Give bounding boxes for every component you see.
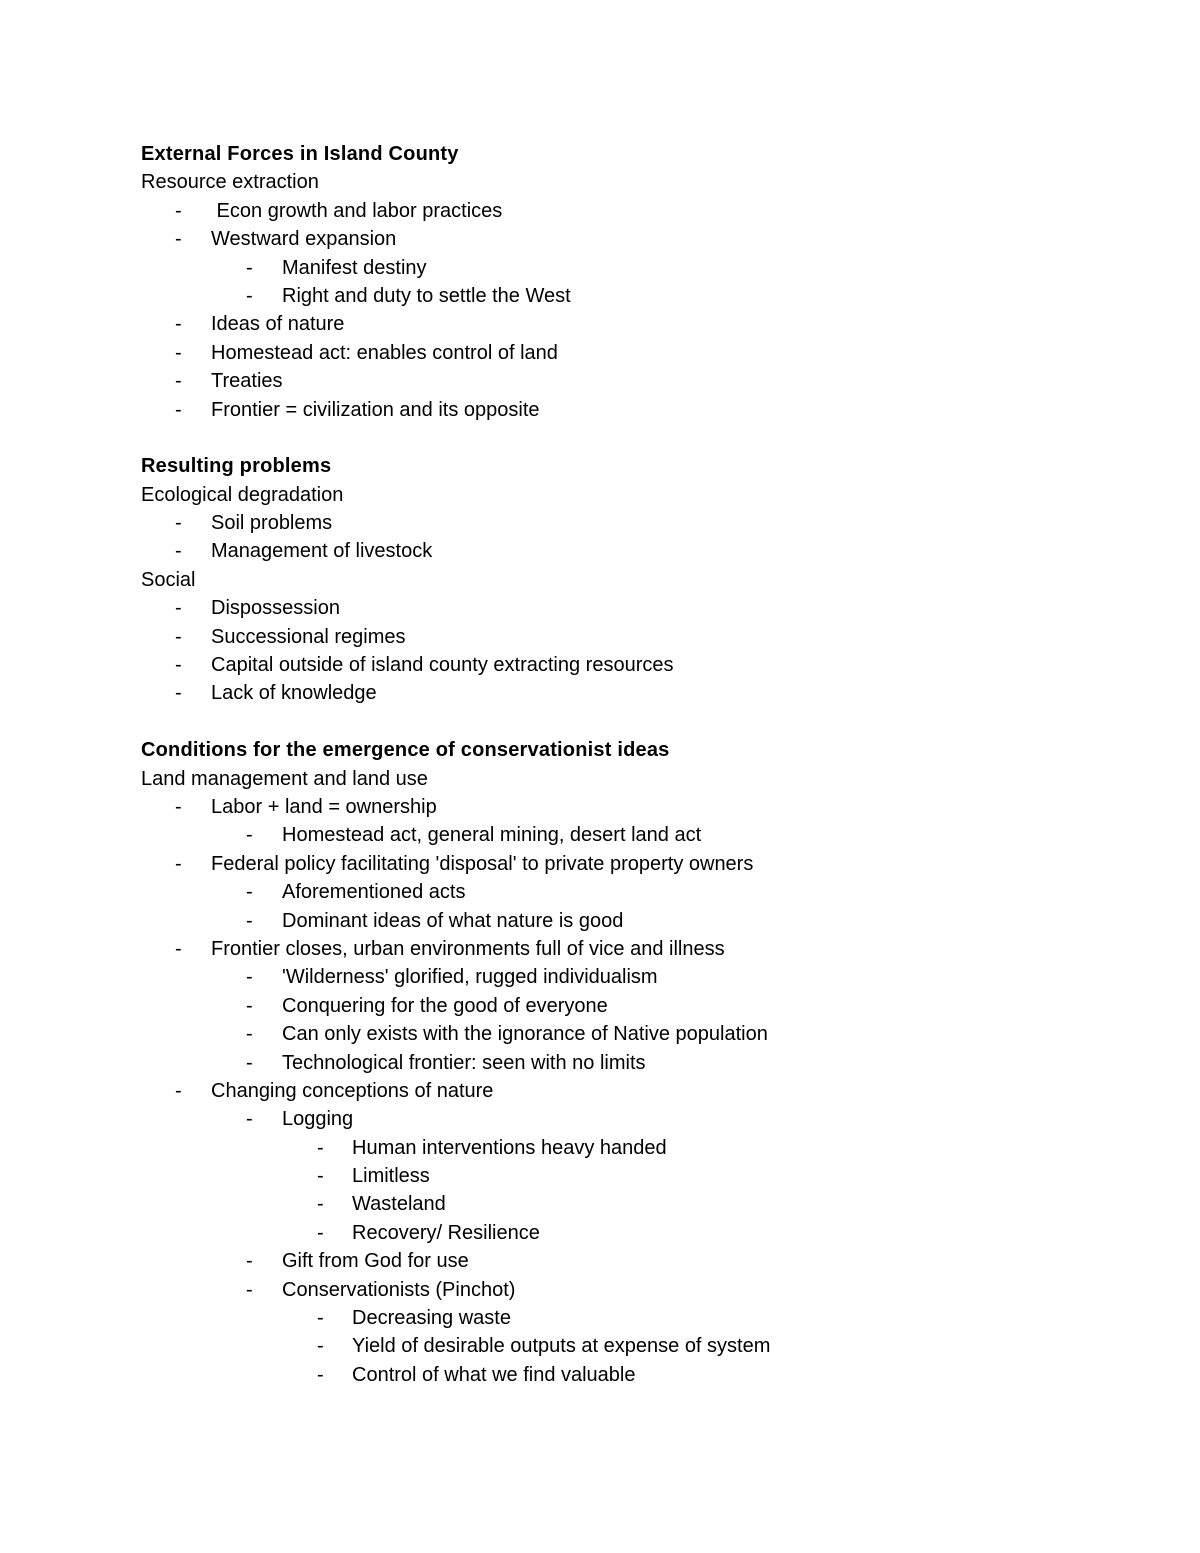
list-item bbox=[141, 282, 1141, 310]
list-item bbox=[141, 651, 1141, 679]
list-item-text: Ideas of nature bbox=[211, 313, 345, 336]
section-heading: Resulting problems bbox=[141, 455, 332, 478]
list-item-text: Successional regimes bbox=[211, 625, 406, 648]
section-spacer bbox=[141, 708, 1141, 736]
bullet-dash: - bbox=[175, 228, 182, 251]
bullet-dash: - bbox=[246, 824, 253, 847]
bullet-dash: - bbox=[175, 852, 182, 875]
list-item bbox=[141, 1276, 1141, 1304]
bullet-dash: - bbox=[246, 284, 253, 307]
bullet-dash: - bbox=[175, 1079, 182, 1102]
list-item bbox=[141, 339, 1141, 367]
list-item bbox=[141, 1361, 1141, 1389]
bullet-dash: - bbox=[175, 625, 182, 648]
bullet-dash: - bbox=[246, 1250, 253, 1273]
bullet-dash: - bbox=[246, 256, 253, 279]
bullet-dash: - bbox=[246, 1108, 253, 1131]
list-item-text: Gift from God for use bbox=[282, 1250, 469, 1273]
subheading-line: Resource extraction bbox=[141, 171, 319, 194]
document-body bbox=[141, 140, 1141, 1389]
list-item bbox=[141, 509, 1141, 537]
bullet-dash: - bbox=[175, 370, 182, 393]
list-item bbox=[141, 1219, 1141, 1247]
list-item-text: Can only exists with the ignorance of Native population bbox=[282, 1023, 768, 1046]
list-item-text: Soil problems bbox=[211, 512, 333, 535]
bullet-dash: - bbox=[317, 1165, 324, 1188]
list-item-text: Capital outside of island county extracting resources bbox=[211, 654, 674, 677]
list-item-text: Technological frontier: seen with no limits bbox=[282, 1051, 646, 1074]
list-item-text: Control of what we find valuable bbox=[352, 1363, 636, 1386]
list-item-text: 'Wilderness' glorified, rugged individualism bbox=[282, 966, 658, 989]
bullet-dash: - bbox=[246, 966, 253, 989]
bullet-dash: - bbox=[317, 1307, 324, 1330]
list-item bbox=[141, 1304, 1141, 1332]
list-item-text: Westward expansion bbox=[211, 228, 397, 251]
bullet-dash: - bbox=[317, 1193, 324, 1216]
bullet-dash: - bbox=[175, 512, 182, 535]
list-item-text: Frontier closes, urban environments full of vice and illness bbox=[211, 937, 725, 960]
list-item-text: Dispossession bbox=[211, 597, 340, 620]
list-item-text: Dominant ideas of what nature is good bbox=[282, 909, 624, 932]
bullet-dash: - bbox=[246, 1023, 253, 1046]
list-item-text: Aforementioned acts bbox=[282, 881, 466, 904]
bullet-dash: - bbox=[246, 881, 253, 904]
bullet-dash: - bbox=[317, 1136, 324, 1159]
list-item bbox=[141, 1190, 1141, 1218]
list-item bbox=[141, 878, 1141, 906]
list-item-text: Federal policy facilitating 'disposal' to private property owners bbox=[211, 852, 754, 875]
list-item bbox=[141, 623, 1141, 651]
list-item-text: Changing conceptions of nature bbox=[211, 1079, 494, 1102]
list-item-text: Right and duty to settle the West bbox=[282, 284, 571, 307]
bullet-dash: - bbox=[175, 654, 182, 677]
list-item-text: Labor + land = ownership bbox=[211, 795, 437, 818]
bullet-dash: - bbox=[175, 313, 182, 336]
list-item-text: Conquering for the good of everyone bbox=[282, 994, 608, 1017]
bullet-dash: - bbox=[317, 1363, 324, 1386]
list-item bbox=[141, 1247, 1141, 1275]
list-item bbox=[141, 197, 1141, 225]
list-item bbox=[141, 907, 1141, 935]
list-item bbox=[141, 537, 1141, 565]
list-item bbox=[141, 254, 1141, 282]
list-item bbox=[141, 1162, 1141, 1190]
list-item bbox=[141, 1332, 1141, 1360]
bullet-dash: - bbox=[317, 1335, 324, 1358]
list-item bbox=[141, 850, 1141, 878]
list-item bbox=[141, 992, 1141, 1020]
list-item-text: Econ growth and labor practices bbox=[211, 199, 503, 222]
list-item-text: Logging bbox=[282, 1108, 354, 1131]
list-item bbox=[141, 821, 1141, 849]
bullet-dash: - bbox=[175, 937, 182, 960]
section-heading: Conditions for the emergence of conservationist ideas bbox=[141, 739, 670, 762]
list-item bbox=[141, 1020, 1141, 1048]
list-item bbox=[141, 1049, 1141, 1077]
list-item-text: Homestead act, general mining, desert land act bbox=[282, 824, 702, 847]
list-item bbox=[141, 1105, 1141, 1133]
subheading-line: Land management and land use bbox=[141, 767, 428, 790]
bullet-dash: - bbox=[317, 1221, 324, 1244]
subheading-line: Social bbox=[141, 568, 196, 591]
list-item bbox=[141, 367, 1141, 395]
list-item-text: Limitless bbox=[352, 1165, 430, 1188]
list-item bbox=[141, 396, 1141, 424]
list-item bbox=[141, 793, 1141, 821]
bullet-dash: - bbox=[175, 682, 182, 705]
subheading-line: Ecological degradation bbox=[141, 483, 344, 506]
list-item-text: Recovery/ Resilience bbox=[352, 1221, 540, 1244]
list-item bbox=[141, 1134, 1141, 1162]
list-item-text: Manifest destiny bbox=[282, 256, 427, 279]
list-item-text: Homestead act: enables control of land bbox=[211, 341, 558, 364]
list-item bbox=[141, 225, 1141, 253]
list-item-text: Management of livestock bbox=[211, 540, 433, 563]
list-item bbox=[141, 679, 1141, 707]
bullet-dash: - bbox=[246, 1278, 253, 1301]
bullet-dash: - bbox=[246, 909, 253, 932]
list-item bbox=[141, 310, 1141, 338]
bullet-dash: - bbox=[175, 199, 182, 222]
list-item-text: Human interventions heavy handed bbox=[352, 1136, 667, 1159]
list-item-text: Wasteland bbox=[352, 1193, 446, 1216]
bullet-dash: - bbox=[246, 1051, 253, 1074]
list-item bbox=[141, 594, 1141, 622]
bullet-dash: - bbox=[175, 341, 182, 364]
list-item-text: Conservationists (Pinchot) bbox=[282, 1278, 516, 1301]
list-item bbox=[141, 1077, 1141, 1105]
list-item-text: Lack of knowledge bbox=[211, 682, 377, 705]
bullet-dash: - bbox=[175, 597, 182, 620]
bullet-dash: - bbox=[175, 540, 182, 563]
bullet-dash: - bbox=[175, 795, 182, 818]
section-spacer bbox=[141, 424, 1141, 452]
list-item bbox=[141, 963, 1141, 991]
list-item bbox=[141, 935, 1141, 963]
list-item-text: Decreasing waste bbox=[352, 1307, 511, 1330]
list-item-text: Yield of desirable outputs at expense of system bbox=[352, 1335, 771, 1358]
section-heading: External Forces in Island County bbox=[141, 143, 459, 165]
bullet-dash: - bbox=[175, 398, 182, 421]
list-item-text: Frontier = civilization and its opposite bbox=[211, 398, 540, 421]
bullet-dash: - bbox=[246, 994, 253, 1017]
list-item-text: Treaties bbox=[211, 370, 283, 393]
